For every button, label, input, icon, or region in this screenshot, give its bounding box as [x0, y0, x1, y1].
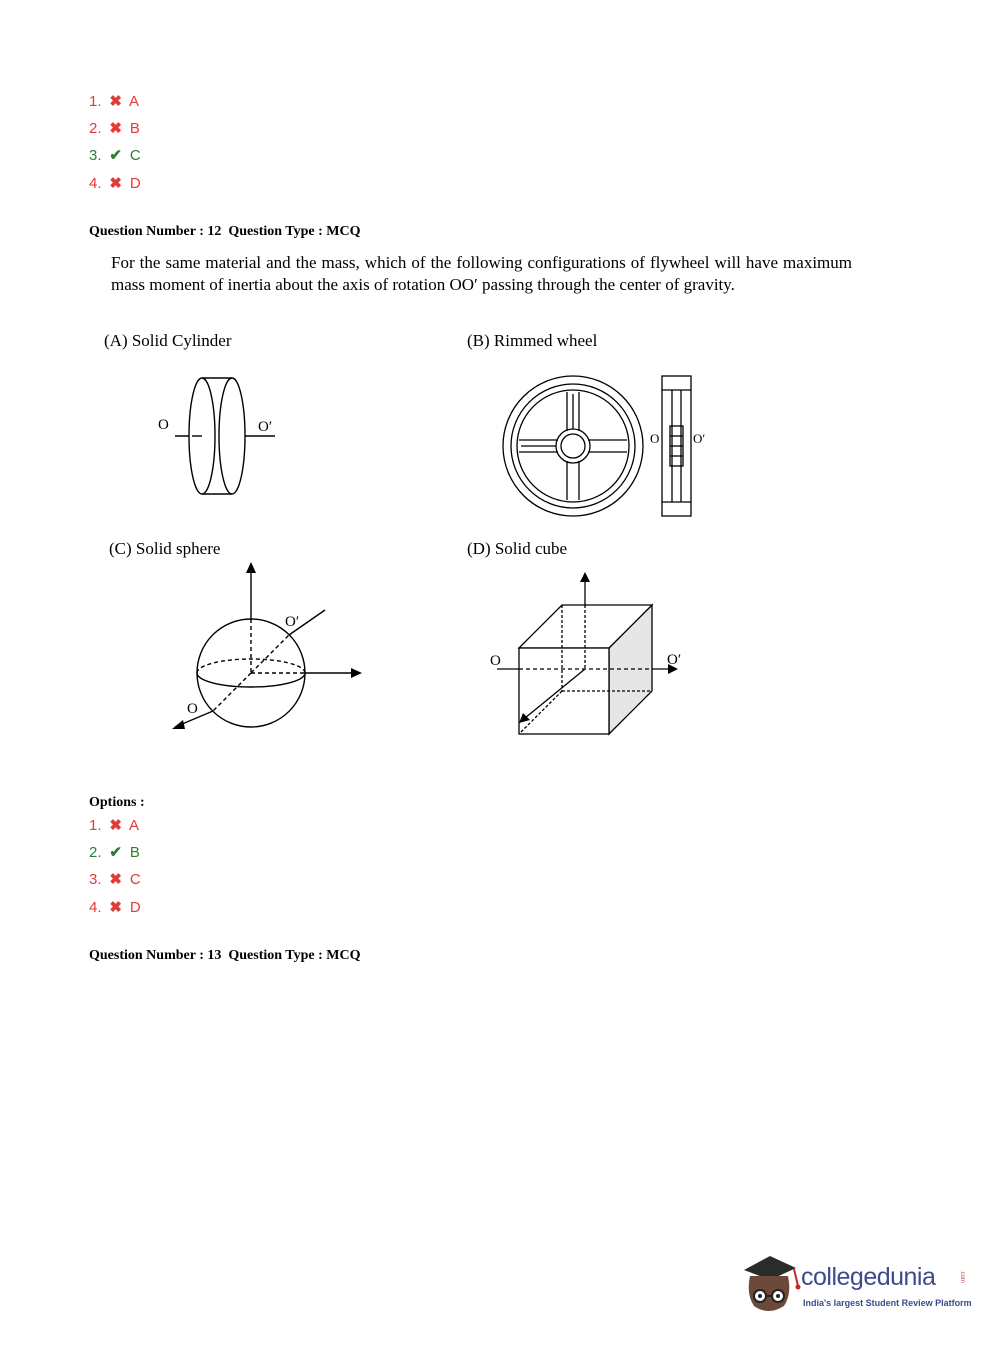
options-label: Options :	[89, 795, 145, 810]
cross-icon: ✖	[109, 175, 122, 192]
logo-tagline: India's largest Student Review Platform	[803, 1298, 972, 1308]
option-label: A	[129, 93, 140, 110]
caption-rimmed-wheel: (B) Rimmed wheel	[467, 331, 598, 350]
solid-cylinder-figure	[140, 370, 290, 505]
check-icon: ✔	[109, 147, 122, 164]
axis-label-o: O	[158, 417, 169, 433]
cross-icon: ✖	[109, 899, 122, 916]
option-label: C	[129, 147, 141, 164]
option-2	[89, 844, 140, 862]
question-13-header: Question Number : 13 Question Type : MCQ	[89, 948, 361, 963]
option-number: 2.	[89, 844, 102, 861]
solid-cube-figure	[485, 568, 695, 743]
check-icon: ✔	[109, 844, 122, 861]
caption-solid-cube: (D) Solid cube	[467, 539, 568, 558]
option-number: 4.	[89, 899, 102, 916]
option-label: B	[129, 844, 140, 861]
option-label: D	[129, 175, 141, 192]
option-number: 1.	[89, 93, 102, 110]
cross-icon: ✖	[109, 817, 122, 834]
collegedunia-mascot-icon	[740, 1250, 802, 1318]
rimmed-wheel-figure	[500, 372, 706, 520]
axis-label-o-prime: O′	[667, 652, 682, 668]
option-number: 4.	[89, 175, 102, 192]
option-label: D	[129, 899, 141, 916]
axis-label-o-prime: O′	[285, 614, 300, 630]
prev-option-2	[89, 120, 140, 138]
option-4	[89, 899, 141, 917]
logo-name: collegedunia	[801, 1263, 936, 1291]
solid-sphere-figure	[165, 560, 375, 735]
caption-solid-cylinder: (A) Solid Cylinder	[104, 331, 232, 350]
prev-option-3	[89, 147, 141, 165]
cross-icon: ✖	[109, 93, 122, 110]
axis-label-o: O	[490, 653, 501, 669]
axis-label-o: O	[650, 431, 660, 446]
question-12-header: Question Number : 12 Question Type : MCQ	[89, 224, 361, 239]
axis-label-o: O	[187, 701, 198, 717]
logo-com: .com	[959, 1270, 965, 1284]
option-label: B	[129, 120, 140, 137]
cross-icon: ✖	[109, 871, 122, 888]
option-number: 1.	[89, 817, 102, 834]
caption-solid-sphere: (C) Solid sphere	[109, 539, 221, 558]
option-number: 3.	[89, 871, 102, 888]
axis-label-o-prime: O′	[693, 431, 706, 446]
option-number: 3.	[89, 147, 102, 164]
option-3	[89, 871, 141, 889]
option-number: 2.	[89, 120, 102, 137]
option-label: C	[129, 871, 141, 888]
option-label: A	[129, 817, 140, 834]
prev-option-1	[89, 93, 139, 111]
axis-label-o-prime: O′	[258, 419, 273, 435]
option-1	[89, 817, 139, 835]
question-12-text: For the same material and the mass, which of the following configurations of flywheel will have maximum mass moment of inertia about the axis of rotation OO′ passing through the center of gravity.	[111, 253, 852, 294]
cross-icon: ✖	[109, 120, 122, 137]
prev-option-4	[89, 175, 141, 193]
